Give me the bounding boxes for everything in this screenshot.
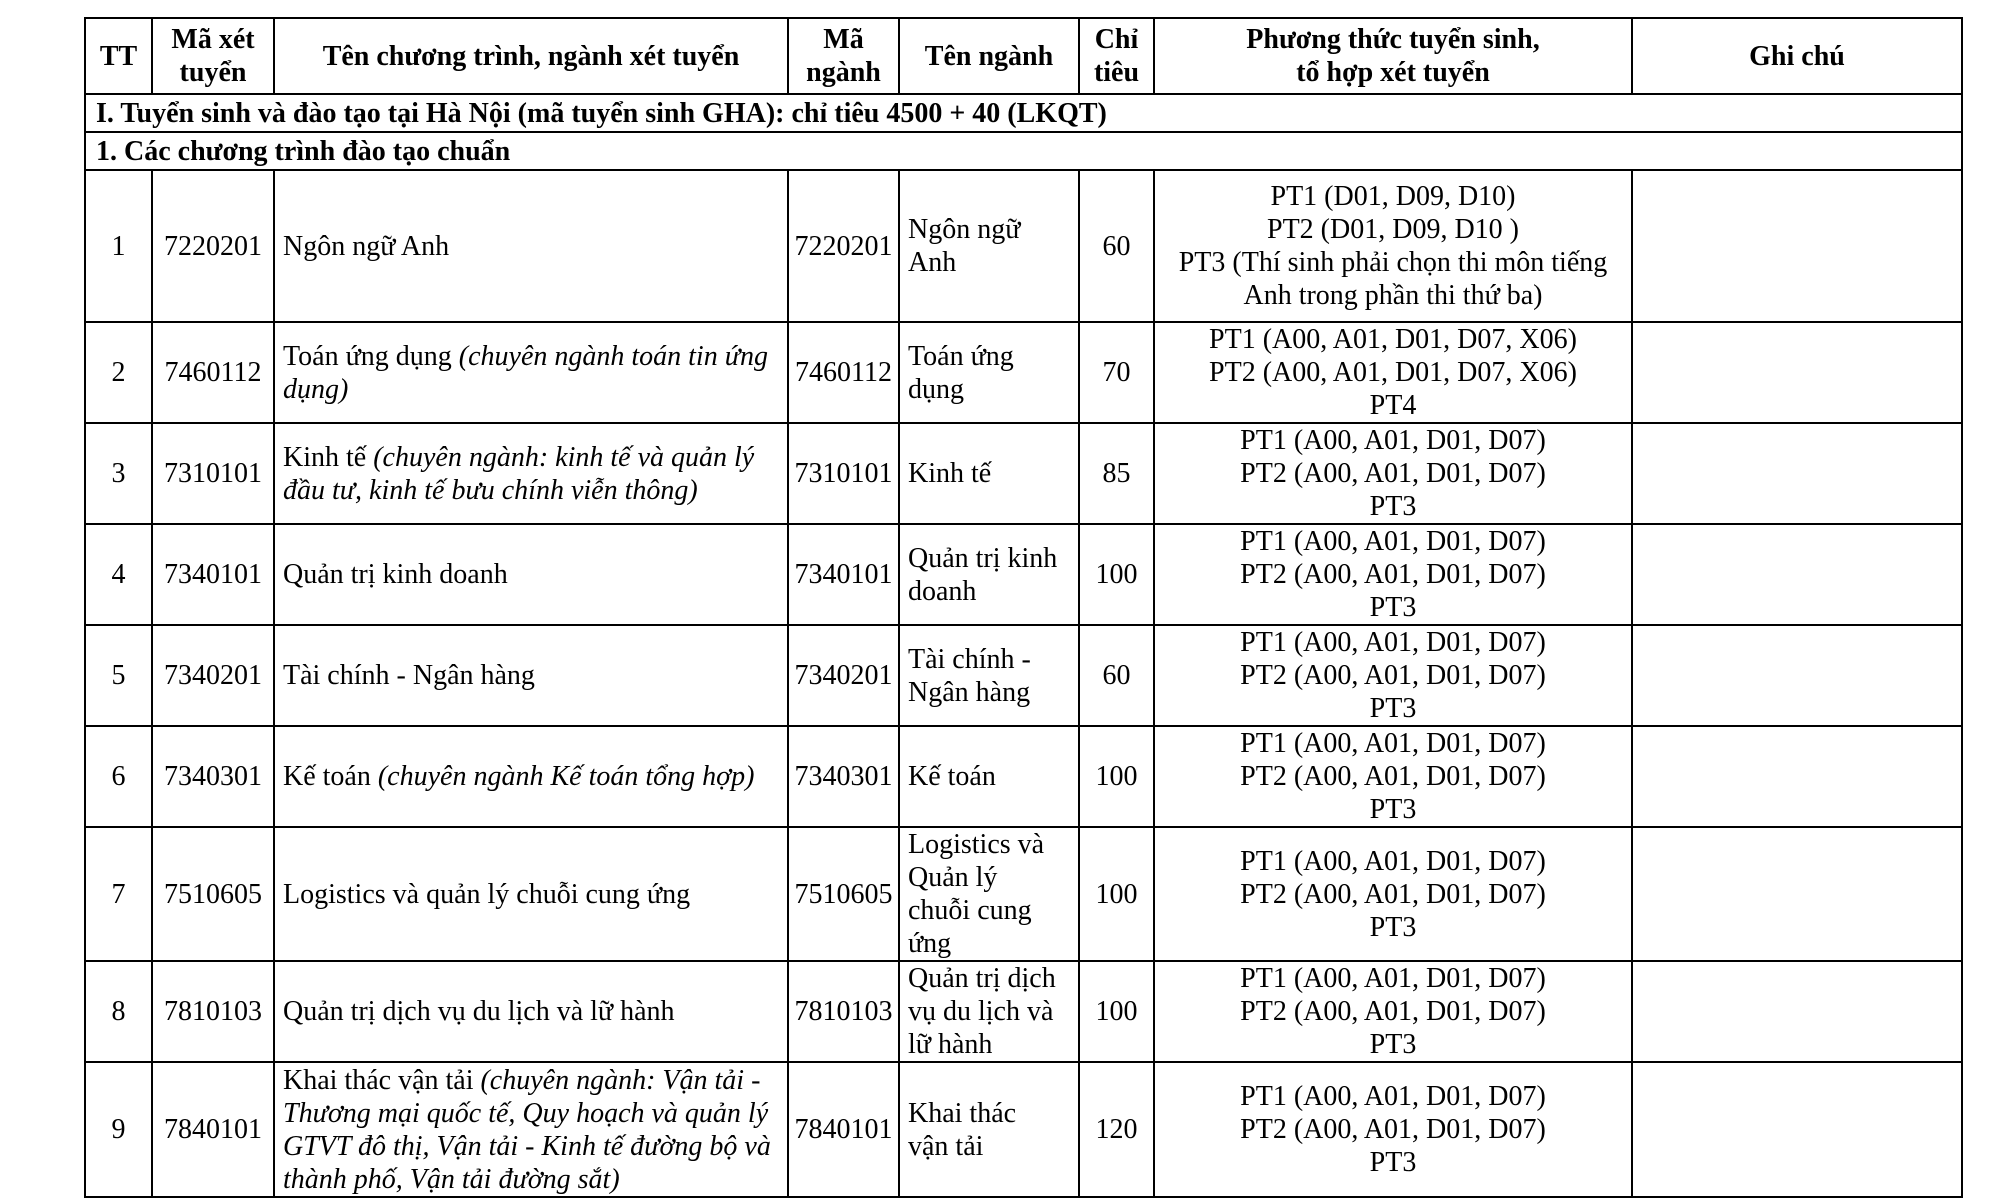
program-name: Tài chính - Ngân hàng — [283, 660, 535, 691]
method-line: PT3 (Thí sinh phải chọn thi môn tiếng Anh trong phần thi thứ ba) — [1178, 247, 1608, 311]
method-line: PT2 (A00, A01, D01, D07, X06) — [1209, 357, 1577, 388]
cell-ghi-chu — [1632, 170, 1962, 322]
cell-program — [274, 961, 788, 1062]
table-row — [85, 827, 1962, 961]
cell-ma-nganh: 7310101 — [788, 423, 899, 524]
table-row — [85, 423, 1962, 524]
cell-tt: 2 — [85, 322, 152, 423]
cell-ma-xet-tuyen: 7340201 — [152, 625, 274, 726]
cell-tt: 7 — [85, 827, 152, 961]
method-line: PT2 (A00, A01, D01, D07) — [1240, 996, 1546, 1027]
method-line: PT1 (A00, A01, D01, D07) — [1240, 728, 1546, 759]
cell-ghi-chu — [1632, 423, 1962, 524]
method-line: PT1 (A00, A01, D01, D07, X06) — [1209, 324, 1577, 355]
cell-ma-xet-tuyen: 7840101 — [152, 1062, 274, 1197]
method-line: PT3 — [1369, 693, 1417, 724]
cell-phuong-thuc — [1154, 961, 1632, 1062]
cell-phuong-thuc — [1154, 625, 1632, 726]
cell-phuong-thuc — [1154, 170, 1632, 322]
cell-tt: 6 — [85, 726, 152, 827]
header-ten-nganh: Tên ngành — [899, 18, 1079, 94]
header-tt: TT — [85, 18, 152, 94]
cell-program — [274, 1062, 788, 1197]
cell-program — [274, 524, 788, 625]
method-line: PT1 (A00, A01, D01, D07) — [1240, 627, 1546, 658]
cell-ten-nganh: Tài chính - Ngân hàng — [899, 625, 1079, 726]
cell-ma-xet-tuyen: 7220201 — [152, 170, 274, 322]
cell-chi-tieu: 100 — [1079, 827, 1154, 961]
program-note: (chuyên ngành Kế toán tổng hợp) — [377, 761, 755, 792]
method-line: PT1 (A00, A01, D01, D07) — [1240, 1081, 1546, 1112]
cell-ma-nganh: 7340301 — [788, 726, 899, 827]
cell-chi-tieu: 120 — [1079, 1062, 1154, 1197]
cell-chi-tieu: 100 — [1079, 961, 1154, 1062]
admissions-table — [84, 17, 1963, 1198]
method-line: PT3 — [1369, 1147, 1417, 1178]
program-name: Khai thác vận tải — [283, 1064, 481, 1096]
method-line: PT1 (D01, D09, D10) — [1270, 181, 1516, 212]
cell-ma-nganh: 7460112 — [788, 322, 899, 423]
table-row — [85, 961, 1962, 1062]
method-line: PT3 — [1369, 592, 1417, 623]
cell-ma-xet-tuyen: 7460112 — [152, 322, 274, 423]
cell-tt: 9 — [85, 1062, 152, 1197]
cell-tt: 3 — [85, 423, 152, 524]
cell-program — [274, 726, 788, 827]
cell-ma-xet-tuyen: 7810103 — [152, 961, 274, 1062]
program-name: Kinh tế — [283, 441, 374, 473]
cell-ma-nganh: 7810103 — [788, 961, 899, 1062]
method-line: PT4 — [1369, 390, 1417, 421]
cell-tt: 1 — [85, 170, 152, 322]
cell-ma-nganh: 7340201 — [788, 625, 899, 726]
header-ghi-chu: Ghi chú — [1632, 18, 1962, 94]
cell-ma-nganh: 7840101 — [788, 1062, 899, 1197]
cell-phuong-thuc — [1154, 322, 1632, 423]
cell-tt: 8 — [85, 961, 152, 1062]
method-line: PT2 (D01, D09, D10 ) — [1267, 214, 1519, 245]
program-name: Ngôn ngữ Anh — [283, 230, 450, 262]
cell-program — [274, 625, 788, 726]
method-line: PT3 — [1369, 1029, 1417, 1060]
cell-phuong-thuc — [1154, 1062, 1632, 1197]
table-row — [85, 625, 1962, 726]
table-row — [85, 170, 1962, 322]
cell-chi-tieu: 100 — [1079, 726, 1154, 827]
header-chi-tieu: Chỉ tiêu — [1079, 18, 1154, 94]
method-line: PT3 — [1369, 794, 1417, 825]
cell-tt: 4 — [85, 524, 152, 625]
cell-ma-xet-tuyen: 7310101 — [152, 423, 274, 524]
header-ma-nganh: Mã ngành — [788, 18, 899, 94]
method-line: PT1 (A00, A01, D01, D07) — [1240, 526, 1546, 557]
program-name: Kế toán — [283, 761, 378, 792]
cell-ghi-chu — [1632, 524, 1962, 625]
cell-ten-nganh: Kinh tế — [899, 423, 1079, 524]
cell-ten-nganh: Logistics và Quản lý chuỗi cung ứng — [899, 827, 1079, 961]
method-line: PT2 (A00, A01, D01, D07) — [1240, 458, 1546, 489]
method-line: PT1 (A00, A01, D01, D07) — [1240, 963, 1546, 994]
header-row — [85, 18, 1962, 94]
subsection-title: 1. Các chương trình đào tạo chuẩn — [85, 132, 1962, 170]
cell-program — [274, 827, 788, 961]
cell-ten-nganh: Kế toán — [899, 726, 1079, 827]
cell-ten-nganh: Ngôn ngữ Anh — [899, 170, 1079, 322]
program-name: Toán ứng dụng — [283, 340, 459, 372]
cell-ten-nganh: Toán ứng dụng — [899, 322, 1079, 423]
cell-phuong-thuc — [1154, 726, 1632, 827]
method-line: PT3 — [1369, 491, 1417, 522]
method-line: PT2 (A00, A01, D01, D07) — [1240, 761, 1546, 792]
cell-tt: 5 — [85, 625, 152, 726]
table-row — [85, 322, 1962, 423]
cell-ma-nganh: 7510605 — [788, 827, 899, 961]
method-line: PT2 (A00, A01, D01, D07) — [1240, 878, 1546, 910]
cell-phuong-thuc — [1154, 423, 1632, 524]
cell-ten-nganh: Khai thác vận tải — [899, 1062, 1079, 1197]
method-line: PT2 (A00, A01, D01, D07) — [1240, 660, 1546, 691]
method-line: PT1 (A00, A01, D01, D07) — [1240, 845, 1546, 877]
method-line: PT1 (A00, A01, D01, D07) — [1240, 425, 1546, 456]
program-note: (chuyên ngành toán tin ứng dụng) — [283, 340, 768, 405]
program-note: (chuyên ngành: Vận tải - Thương mại quốc tế, Quy hoạch và quản lý GTVT đô thị, Vận tải - Kinh tế đường bộ và thành phố, Vận tải đường sắt) — [283, 1064, 771, 1195]
cell-program — [274, 322, 788, 423]
section-row — [85, 94, 1962, 132]
table-row — [85, 726, 1962, 827]
cell-ten-nganh: Quản trị dịch vụ du lịch và lữ hành — [899, 961, 1079, 1062]
cell-chi-tieu: 100 — [1079, 524, 1154, 625]
cell-ghi-chu — [1632, 726, 1962, 827]
cell-ma-xet-tuyen: 7340101 — [152, 524, 274, 625]
program-name: Quản trị kinh doanh — [283, 559, 508, 590]
cell-ma-xet-tuyen: 7510605 — [152, 827, 274, 961]
header-phuong-thuc: Phương thức tuyển sinh, tổ hợp xét tuyển — [1154, 18, 1632, 94]
cell-chi-tieu: 60 — [1079, 625, 1154, 726]
method-line: PT2 (A00, A01, D01, D07) — [1240, 559, 1546, 590]
cell-ten-nganh: Quản trị kinh doanh — [899, 524, 1079, 625]
cell-chi-tieu: 85 — [1079, 423, 1154, 524]
program-note: (chuyên ngành: kinh tế và quản lý đầu tư, kinh tế bưu chính viễn thông) — [283, 441, 755, 506]
method-line: PT2 (A00, A01, D01, D07) — [1240, 1114, 1546, 1145]
header-ten-chuong-trinh: Tên chương trình, ngành xét tuyển — [274, 18, 788, 94]
header-ma-xet-tuyen: Mã xét tuyển — [152, 18, 274, 94]
cell-chi-tieu: 60 — [1079, 170, 1154, 322]
cell-phuong-thuc — [1154, 524, 1632, 625]
cell-ma-nganh: 7220201 — [788, 170, 899, 322]
cell-ghi-chu — [1632, 625, 1962, 726]
cell-phuong-thuc — [1154, 827, 1632, 961]
cell-ghi-chu — [1632, 961, 1962, 1062]
method-line: PT3 — [1369, 911, 1417, 943]
subsection-row — [85, 132, 1962, 170]
cell-ma-xet-tuyen: 7340301 — [152, 726, 274, 827]
section-title: I. Tuyển sinh và đào tạo tại Hà Nội (mã tuyển sinh GHA): chỉ tiêu 4500 + 40 (LKQT) — [85, 94, 1962, 132]
cell-program — [274, 423, 788, 524]
cell-ghi-chu — [1632, 1062, 1962, 1197]
cell-ghi-chu — [1632, 827, 1962, 961]
program-name: Quản trị dịch vụ du lịch và lữ hành — [283, 996, 675, 1027]
cell-ma-nganh: 7340101 — [788, 524, 899, 625]
cell-ghi-chu — [1632, 322, 1962, 423]
cell-program — [274, 170, 788, 322]
table-row — [85, 1062, 1962, 1197]
cell-chi-tieu: 70 — [1079, 322, 1154, 423]
table-row — [85, 524, 1962, 625]
program-name: Logistics và quản lý chuỗi cung ứng — [283, 878, 691, 910]
